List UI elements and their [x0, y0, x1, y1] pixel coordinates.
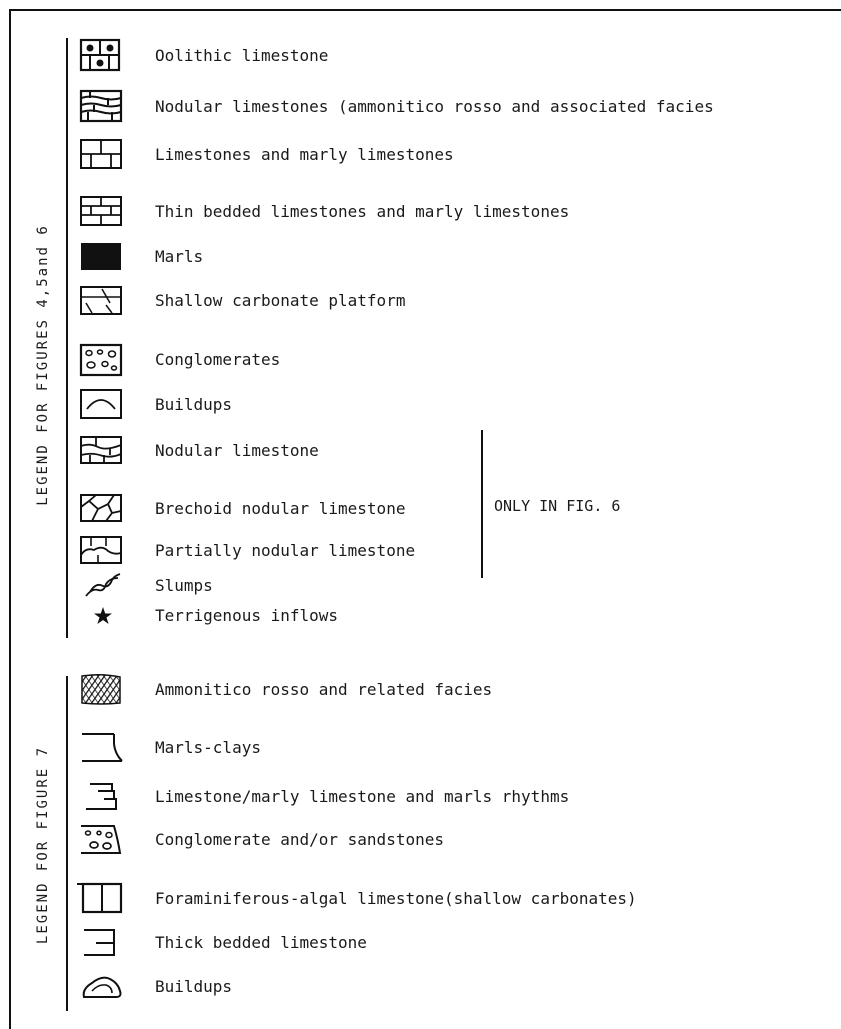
legend1-vertical-line	[66, 38, 68, 638]
fig6-bracket-line	[481, 430, 483, 578]
legend1-label: Buildups	[155, 395, 233, 414]
nodular-icon	[76, 433, 126, 469]
thick-bedded-icon	[76, 925, 126, 961]
nodular-limestone-icon	[76, 89, 126, 125]
star-icon	[76, 598, 126, 634]
platform-icon	[76, 283, 126, 319]
buildup2-icon	[76, 969, 126, 1005]
buildup-icon	[76, 387, 126, 423]
legend2-label: Marls-clays	[155, 738, 261, 757]
legend1-label: Shallow carbonate platform	[155, 291, 406, 310]
conglomerate-sand-icon	[76, 822, 126, 858]
legend1-label: Conglomerates	[155, 350, 281, 369]
ammonitico-icon	[76, 672, 126, 708]
marls-clays-icon	[76, 730, 126, 766]
legend2-label: Limestone/marly limestone and marls rhythms	[155, 787, 570, 806]
legend1-label: Brechoid nodular limestone	[155, 499, 406, 518]
legend1-label: Slumps	[155, 576, 213, 595]
fig6-bracket-note: ONLY IN FIG. 6	[494, 497, 621, 515]
oolithic-icon	[76, 38, 126, 74]
foram-algal-icon	[76, 881, 126, 917]
legend2-label: Buildups	[155, 977, 233, 996]
limestone-icon	[76, 137, 126, 173]
legend2-label: Ammonitico rosso and related facies	[155, 680, 493, 699]
legend1-label: Partially nodular limestone	[155, 541, 416, 560]
legend1-title: LEGEND FOR FIGURES 4,5and 6	[35, 224, 51, 506]
legend1-label: Oolithic limestone	[155, 46, 329, 65]
legend1-label: Terrigenous inflows	[155, 606, 339, 625]
legend1-label: Marls	[155, 247, 204, 266]
brechoid-icon	[76, 491, 126, 527]
legend2-label: Conglomerate and/or sandstones	[155, 830, 444, 849]
partial-nodular-icon	[76, 533, 126, 569]
rhythm-icon	[76, 779, 126, 815]
thin-bedded-icon	[76, 194, 126, 230]
legend1-label: Nodular limestone	[155, 441, 319, 460]
legend2-label: Foraminiferous-algal limestone(shallow carbonates)	[155, 889, 637, 908]
legend1-label: Limestones and marly limestones	[155, 145, 454, 164]
conglomerate-icon	[76, 342, 126, 378]
marls-icon	[76, 239, 126, 275]
legend2-label: Thick bedded limestone	[155, 933, 367, 952]
legend2-title: LEGEND FOR FIGURE 7	[35, 745, 51, 945]
legend1-label: Thin bedded limestones and marly limestones	[155, 202, 570, 221]
legend2-vertical-line	[66, 676, 68, 1011]
legend1-label: Nodular limestones (ammonitico rosso and associated facies	[155, 97, 714, 116]
